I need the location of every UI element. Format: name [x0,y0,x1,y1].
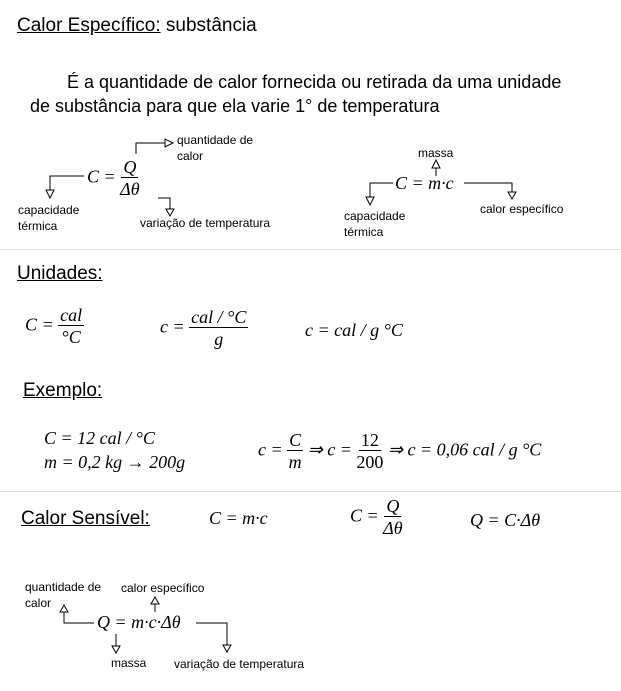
label-variacao-1: variação de temperatura [140,216,271,230]
formula-q-m-c-delta: Q = m·c·Δθ [97,612,181,632]
arrow-calor-especifico-2 [464,183,512,192]
label-massa-3: massa [111,656,147,670]
arrow-variacao-1 [158,198,170,209]
label-massa-2: massa [418,146,454,160]
fraction-q-delta: $\frac{Q}{\Delta\theta}$ [120,157,140,199]
label-quantidade-calor-3b: calor [25,596,52,610]
divider-1 [0,249,621,250]
arrow-capacidade-2 [370,183,393,197]
heading-sublabel: substância [165,15,257,36]
label-variacao-3: variação de temperatura [174,657,305,671]
unit-formula-calor-especifico: c = $\frac{\text{cal / °C}}{g}$ [160,307,247,349]
label-quantidade-calor-1a: quantidade de [177,133,254,147]
fraction-q-delta-2: $\frac{Q}{\Delta\theta}$ [383,496,403,538]
unit-formula-capacidade: C = $\frac{\text{cal}}{^\circ C}$ [25,305,83,347]
sensible-heading: Calor Sensível: [21,508,150,529]
formula-c-m-c: C = m·c [395,173,454,193]
arrow-variacao-3 [196,623,227,645]
unit-formula-c-inline: c = cal / g °C [305,320,403,340]
definition-line-2: de substância para que ela varie 1° de temperatura [30,96,440,116]
fraction-12-over-200: $\frac{12}{200}$ [356,430,384,472]
sensible-formula-3: Q = C·Δθ [470,510,541,530]
heading-label: Calor Específico: [17,15,161,36]
fraction-cal-c-g: $\frac{\text{cal / °C}}{g}$ [191,307,247,349]
sensible-formula-2: C = $\frac{Q}{\Delta\theta}$ [350,496,403,538]
example-given-2: m = 0,2 kg → 200g [44,452,186,472]
label-capacidade-1a: capacidade [18,203,80,217]
formula-capacidade-termica: C = $\frac{Q}{\Delta\theta}$ [87,157,140,199]
label-calor-especifico-3: calor específico [121,581,205,595]
arrow-quantidade-calor-1 [136,143,165,154]
example-calculation: c = $\frac{C}{m}$ ⇒ c = $\frac{12}{200}$ ⇒ c = 0,06 cal / g °C [258,430,542,472]
label-quantidade-calor-3a: quantidade de [25,580,102,594]
sensible-formula-1: C = m·c [209,508,268,528]
units-heading: Unidades: [17,263,103,284]
divider-2 [0,491,621,492]
definition-line-1: É a quantidade de calor fornecida ou retirada da uma unidade [67,72,562,92]
fraction-cal-celsius: $\frac{\text{cal}}{^\circ C}$ [60,305,83,347]
arrow-quantidade-calor-3 [64,612,94,623]
example-heading: Exemplo: [23,380,103,401]
example-given-1: C = 12 cal / °C [44,428,155,448]
label-calor-especifico-2: calor específico [480,202,564,216]
label-capacidade-1b: térmica [18,219,58,233]
arrow-capacidade-1 [50,176,84,190]
label-capacidade-2b: térmica [344,225,384,239]
fraction-c-over-m: $\frac{C}{m}$ [288,430,302,472]
label-capacidade-2a: capacidade [344,209,406,223]
label-quantidade-calor-1b: calor [177,149,204,163]
